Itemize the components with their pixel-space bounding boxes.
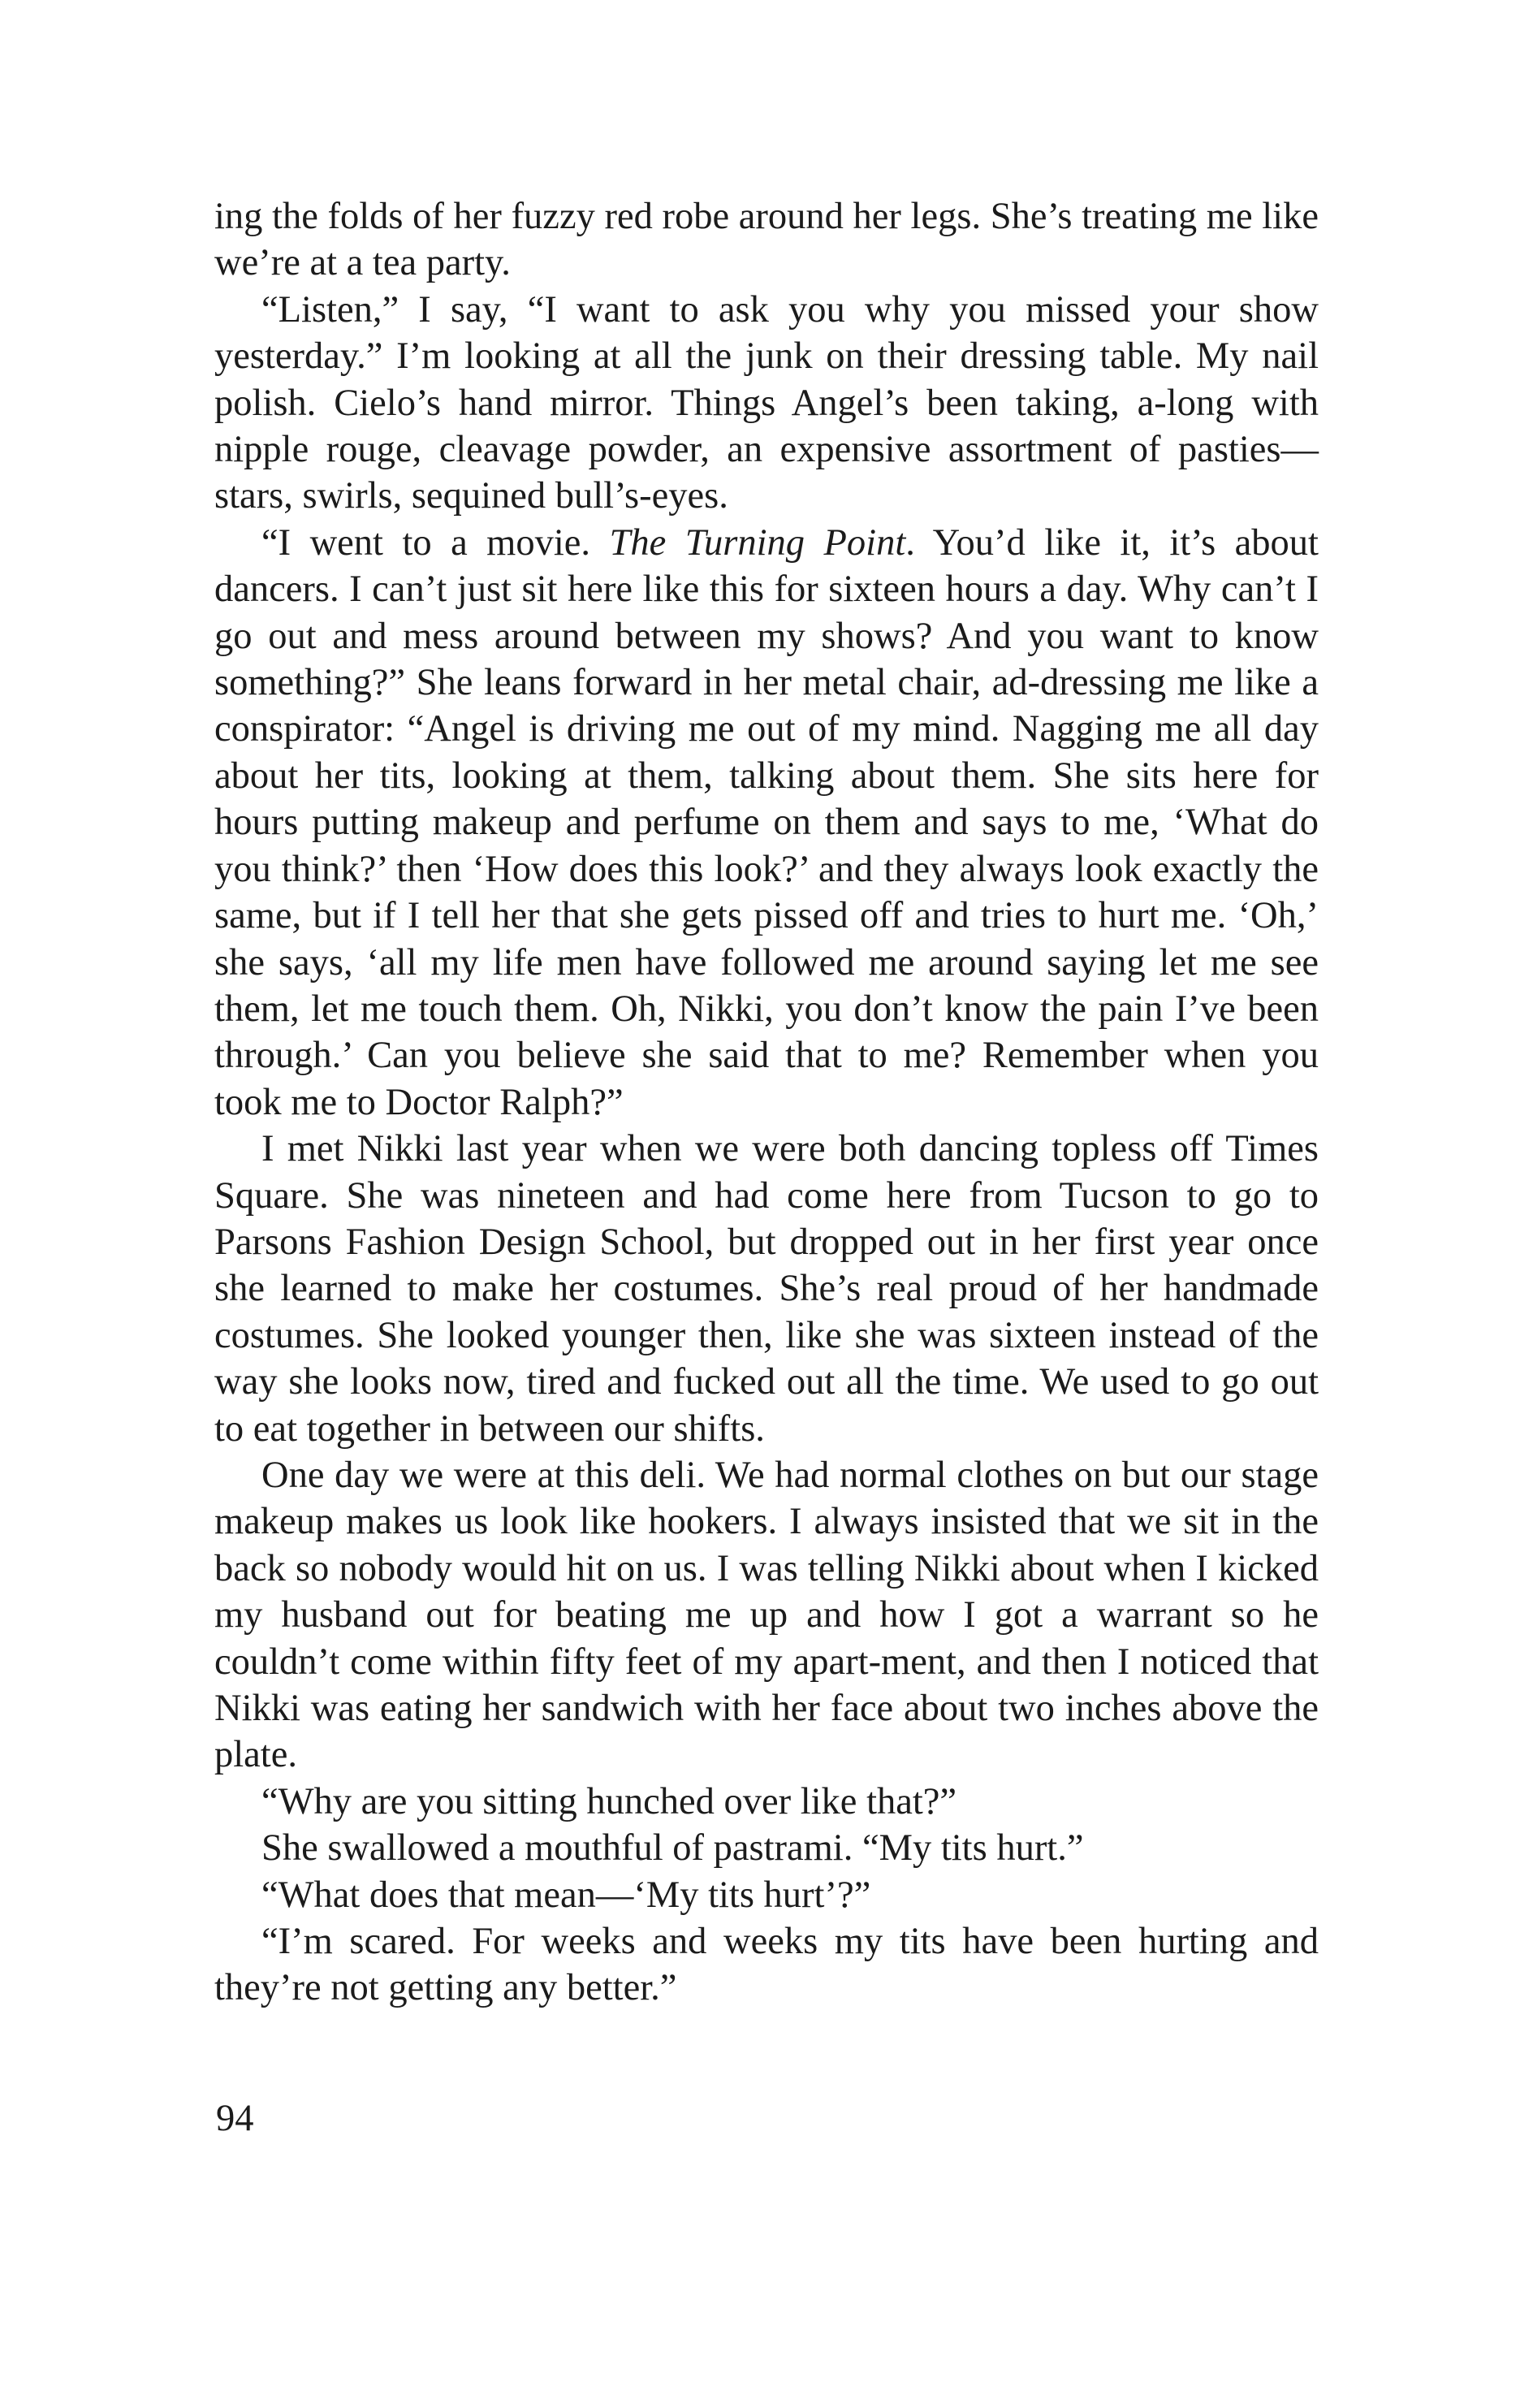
text-run: One day we were at this deli. We had normal clothes on but our stage makeup makes us look like hookers. I always insisted that we sit in the back so nobody would hit on us. I was telling Nikki about when I kicked my husband out for beating me up and how I got a warrant so he couldn’t come within fifty feet of my apart-ment, and then I noticed that Nikki was eating her sandwich with her face about two inches above the plate. [214,1454,1319,1776]
text-run: She swallowed a mouthful of pastrami. “My tits hurt.” [261,1827,1084,1870]
paragraph [214,520,1319,1126]
paragraph [214,1452,1319,1779]
text-run: “Why are you sitting hunched over like that?” [261,1780,957,1822]
text-run: “What does that mean—‘My tits hurt’?” [261,1874,871,1916]
paragraph [214,193,1319,287]
text-run: . You’d like it, it’s about dancers. I can’t just sit here like this for sixteen hours a day. Why can’t I go out and mess around between my shows? And you want to know something?” She leans forward in her metal chair, ad-dressing me like a conspirator: “Angel is driving me out of my mind. Nagging me all day about her tits, looking at them, talking about them. She sits here for hours putting makeup and perfume on them and says to me, ‘What do you think?’ then ‘How does this look?’ and they always look exactly the same, but if I tell her that she gets pissed off and tries to hurt me. ‘Oh,’ she says, ‘all my life men have followed me around saying let me see them, let me touch them. Oh, Nikki, you don’t know the pain I’ve been through.’ Can you believe she said that to me? Remember when you took me to Doctor Ralph?” [214,521,1319,1123]
paragraph [214,1779,1319,1825]
paragraph [214,1126,1319,1452]
page-body [214,193,1319,2012]
text-run: “I went to a movie. [261,521,610,564]
book-title-italic: The Turning Point [609,521,906,564]
paragraph [214,1872,1319,1918]
paragraph [214,287,1319,520]
text-run: “Listen,” I say, “I want to ask you why you missed your show yesterday.” I’m looking at all the junk on their dressing table. My nail polish. Cielo’s hand mirror. Things Angel’s been taking, a-long with nipple rouge, cleavage powder, an expensive assortment of pasties—stars, swirls, sequined bull’s-eyes. [214,288,1319,517]
text-run: “I’m scared. For weeks and weeks my tits have been hurting and they’re not getting any better.” [214,1921,1319,2009]
paragraph [214,1918,1319,2012]
page-number: 94 [216,2098,254,2139]
text-run: ing the folds of her fuzzy red robe around her legs. She’s treating me like we’re at a tea party. [214,196,1319,284]
text-run: I met Nikki last year when we were both dancing topless off Times Square. She was nineteen and had come here from Tucson to go to Parsons Fashion Design School, but dropped out in her first year once she learned to make her costumes. She’s real proud of her handmade costumes. She looked younger then, like she was sixteen instead of the way she looks now, tired and fucked out all the time. We used to go out to eat together in between our shifts. [214,1128,1319,1450]
paragraph [214,1825,1319,1871]
